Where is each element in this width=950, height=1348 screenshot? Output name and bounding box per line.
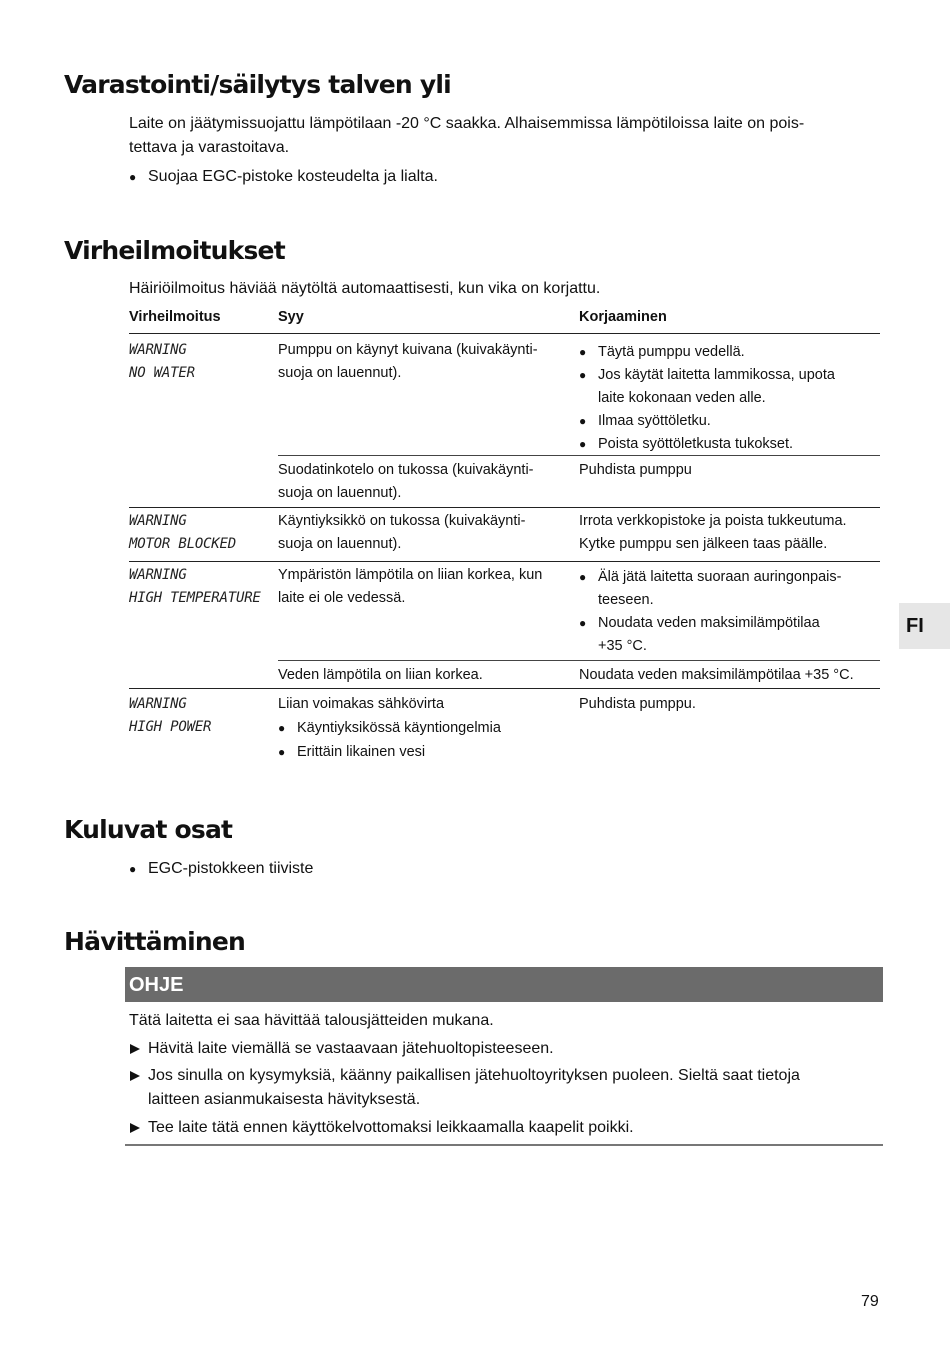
triangle-right-icon (130, 1123, 140, 1133)
language-code: FI (906, 615, 924, 637)
cause-cell: Veden lämpötila on liian korkea. (278, 667, 483, 683)
display-message: WARNING MOTOR BLOCKED (129, 513, 236, 552)
bullet-dot-icon: ● (579, 437, 587, 451)
table-row-motor-blocked (129, 507, 880, 561)
fix-bullet: ● Täytä pumppu vedellä. (579, 341, 880, 364)
cause-bullet: ● Käyntiyksikössä käyntiongelmia (278, 717, 568, 740)
fix-bullet: ● Noudata veden maksimilämpötilaa +35 °C. (579, 612, 880, 658)
language-tab (899, 603, 950, 649)
display-message: WARNING HIGH TEMPERATURE (129, 567, 261, 606)
triangle-right-icon (130, 1044, 140, 1054)
display-message: WARNING NO WATER (129, 342, 195, 381)
bullet-dot-icon: ● (579, 345, 587, 359)
fix-cell: Noudata veden maksimilämpötilaa +35 °C. (579, 667, 854, 683)
cause-cell: Pumppu on käynyt kuivana (kuivakäynti- suoja on lauennut). (278, 342, 538, 381)
bullet-dot-icon: ● (579, 616, 587, 630)
cause-cell: Liian voimakas sähkövirta ● Käyntiyksikössä käyntiongelmia ● Erittäin likainen vesi (278, 693, 568, 764)
fix-cell: Puhdista pumppu (579, 462, 692, 478)
sub-row-divider (278, 455, 880, 456)
cause-cell: Ympäristön lämpötila on liian korkea, kun laite ei ole vedessä. (278, 567, 543, 606)
table-row-high-power (129, 688, 880, 769)
bullet-dot-icon: ● (579, 414, 587, 428)
note-header (125, 967, 883, 1002)
cause-cell: Suodatinkotelo on tukossa (kuivakäynti- suoja on lauennut). (278, 462, 534, 501)
header-cause: Syy (278, 309, 304, 325)
sub-row-divider (278, 660, 880, 661)
cause-bullet: ● Erittäin likainen vesi (278, 741, 568, 764)
page-number: 79 (861, 1293, 879, 1310)
table-header (129, 306, 880, 334)
storage-bullet: ● Suojaa EGC-pistoke kosteudelta ja lialta. (129, 165, 438, 189)
fix-bullet: ● Ilmaa syöttöletku. (579, 410, 880, 433)
heading-wear-parts: Kuluvat osat (64, 815, 233, 844)
disposal-intro: Tätä laitetta ei saa hävittää talousjätteiden mukana. (129, 1012, 494, 1029)
heading-disposal: Hävittäminen (64, 927, 246, 956)
bullet-dot-icon: ● (579, 570, 587, 584)
bullet-dot-icon: ● (129, 170, 137, 184)
disposal-step: Hävitä laite viemällä se vastaavaan jätehuoltopisteeseen. (129, 1037, 554, 1061)
table-row-no-water (129, 335, 880, 507)
wear-bullet: ● EGC-pistokkeen tiiviste (129, 857, 313, 881)
fix-cell: Puhdista pumppu. (579, 696, 696, 712)
bullet-dot-icon: ● (278, 745, 286, 759)
table-row-high-temperature (129, 561, 880, 689)
bullet-dot-icon: ● (129, 862, 137, 876)
triangle-right-icon (130, 1071, 140, 1081)
bullet-dot-icon: ● (579, 368, 587, 382)
display-message: WARNING HIGH POWER (129, 696, 212, 735)
fix-cell (579, 566, 880, 658)
fix-cell (579, 341, 880, 456)
storage-paragraph: Laite on jäätymissuojattu lämpötilaan -20 °C saakka. Alhaisemmissa lämpötiloissa laite on pois- tettava ja varastoitava. (129, 115, 805, 156)
fix-bullet: ● Älä jätä laitetta suoraan auringonpais- teeseen. (579, 566, 880, 612)
note-label: OHJE (129, 974, 184, 996)
header-message: Virheilmoitus (129, 309, 221, 325)
heading-storage: Varastointi/säilytys talven yli (64, 70, 451, 99)
fix-cell: Irrota verkkopistoke ja poista tukkeutuma. Kytke pumppu sen jälkeen taas päälle. (579, 513, 847, 552)
heading-errors: Virheilmoitukset (64, 236, 285, 265)
fix-bullet: ● Poista syöttöletkusta tukokset. (579, 433, 880, 456)
errors-intro: Häiriöilmoitus häviää näytöltä automaattisesti, kun vika on korjattu. (129, 280, 601, 297)
header-fix: Korjaaminen (579, 309, 667, 325)
disposal-step: Jos sinulla on kysymyksiä, käänny paikallisen jätehuoltoyrityksen puoleen. Sieltä saat tietoja laitteen asianmukaisesta hävityksestä. (129, 1064, 800, 1112)
disposal-step: Tee laite tätä ennen käyttökelvottomaksi leikkaamalla kaapelit poikki. (129, 1116, 634, 1140)
bullet-dot-icon: ● (278, 721, 286, 735)
cause-cell: Käyntiyksikkö on tukossa (kuivakäynti- suoja on lauennut). (278, 513, 526, 552)
note-bottom-rule (125, 1144, 883, 1146)
fix-bullet: ● Jos käytät laitetta lammikossa, upota laite kokonaan veden alle. (579, 364, 880, 410)
